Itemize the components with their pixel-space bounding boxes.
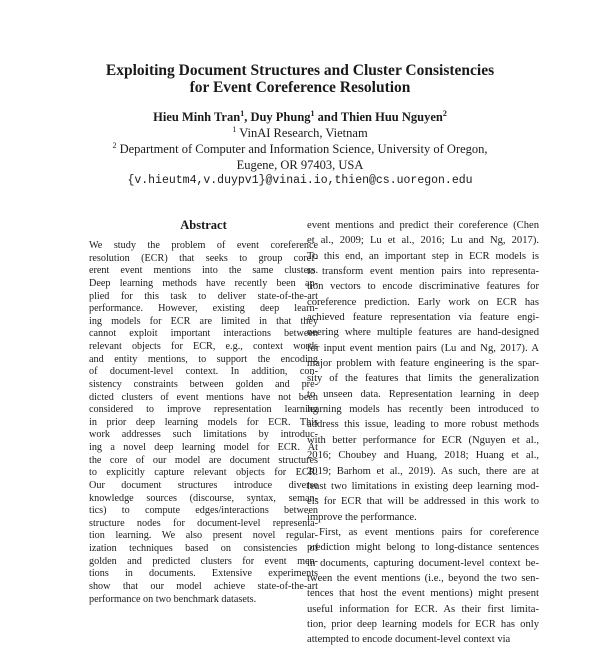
body-text-line: with better performance for ECR (Nguyen et al., — [307, 434, 539, 446]
abstract-line: structure nodes for document-level representa- — [89, 517, 318, 529]
author-name: Hieu Minh Tran — [153, 110, 241, 124]
body-text-line: to transform event mention pairs into representa- — [307, 266, 539, 278]
body-text-line: sity of the features that limits the generalization — [307, 373, 539, 385]
abstract-line: the core of our model are document structures — [89, 454, 318, 466]
abstract-line: resolution (ECR) that seeks to group coref- — [89, 252, 318, 264]
abstract-line: tion learning. We also present novel regular- — [89, 530, 318, 542]
abstract-body — [89, 240, 318, 606]
abstract-line: to explicitly capture relevant objects for ECR. — [89, 467, 318, 479]
abstract-line: Our document structures introduce diverse — [89, 479, 318, 491]
abstract-line: in prior deep learning models for ECR. This — [89, 416, 318, 428]
body-text-line: First, as event mentions pairs for coreference — [319, 526, 539, 538]
body-text-line: tion vectors to encode discriminative features for — [307, 281, 539, 293]
abstract-line: Deep learning methods have recently been ap- — [89, 277, 318, 289]
abstract-line: tics) to compute edges/interactions between — [89, 505, 318, 517]
introduction-body — [307, 218, 539, 648]
abstract-line: performance. However, existing deep learn- — [89, 303, 318, 315]
body-text-line: for input event mention pairs (Lu and Ng, 2017). A — [307, 342, 539, 354]
body-text-line: to unseen data. Representation learning in deep — [307, 388, 539, 400]
body-text-line: in documents, capturing document-level context be- — [307, 557, 539, 569]
body-text-line: 2019; Barhom et al., 2019). As such, there are at — [307, 465, 539, 477]
abstract-line: work addresses such limitations by introduc- — [89, 429, 318, 441]
abstract-line: knowledge sources (discourse, syntax, seman- — [89, 492, 318, 504]
affiliation-mark: 2 — [112, 140, 117, 150]
abstract-line: show that our model achieve state-of-the-art — [89, 580, 318, 592]
body-text-line: et al., 2009; Lu et al., 2016; Lu and Ng, 2017). — [307, 235, 539, 247]
abstract-line: relevant objects for ECR, e.g., context words — [89, 341, 318, 352]
body-text-line: neering where multiple features are hand-designed — [307, 327, 539, 339]
body-text-line: tences that host the event mentions) might present — [307, 588, 539, 600]
body-text-line: tion, prior deep learning models for ECR has only — [307, 618, 539, 630]
author-affiliation-mark: 2 — [442, 108, 447, 118]
affiliation-mark: 1 — [232, 124, 237, 134]
abstract-line: ization techniques based on consistencies of — [89, 543, 318, 554]
affiliation-1 — [60, 125, 540, 141]
abstract-line: ing models for ECR are limited in that they — [89, 315, 318, 327]
author-affiliation-mark: 1 — [240, 108, 245, 118]
paper-title-line-1: Exploiting Document Structures and Cluster Consistencies — [105, 62, 495, 79]
body-text-line: address this issue, leading to more robust methods — [307, 419, 539, 431]
abstract-line: performance on two benchmark datasets. — [89, 593, 257, 605]
paper-title-line-2: for Event Coreference Resolution — [189, 79, 411, 96]
abstract-line: We study the problem of event coreference — [89, 240, 318, 251]
body-text-line: useful information for ECR. As their first limita- — [307, 603, 539, 615]
body-text-line: coreference prediction. Early work on ECR has — [307, 296, 539, 308]
body-text-line: To this end, an important step in ECR models is — [307, 250, 539, 262]
abstract-line: of document-level context. In addition, con- — [89, 366, 318, 378]
body-text-line: prediction might belong to long-distance sentences — [307, 542, 539, 554]
author-list — [60, 109, 540, 125]
abstract-line: and entity mentions, to support the encoding — [89, 353, 318, 365]
abstract-line: considered to improve representation learning — [89, 404, 318, 416]
abstract-line: cannot exploit important interactions between — [89, 328, 318, 340]
body-text-line: attempted to encode document-level context via — [307, 634, 511, 646]
body-text-line: els for ECR that will be addressed in this work to — [307, 496, 539, 508]
body-text-line: event mentions and predict their coreference (Chen — [307, 220, 539, 231]
body-text-line: 2016; Choubey and Huang, 2018; Huang et al., — [307, 450, 539, 462]
affiliation-address: Eugene, OR 97403, USA — [236, 158, 364, 172]
author-name: Duy Phung — [250, 110, 311, 124]
body-text-line: tween the event mentions (i.e., beyond the two sen- — [307, 572, 539, 584]
body-text-line: improve the performance. — [307, 511, 417, 523]
author-emails: {v.hieutm4,v.duypv1}@vinai.io,thien@cs.uoregon.edu — [127, 174, 473, 187]
affiliation-2 — [60, 141, 540, 157]
body-text-line: major problem with feature engineering is the spar- — [307, 358, 539, 370]
author-conjunction: and — [314, 110, 341, 124]
body-text-line: achieved feature representation via feature engi- — [307, 312, 539, 324]
abstract-line: erent event mentions into the same clusters. — [89, 265, 318, 277]
abstract-heading: Abstract — [180, 218, 227, 232]
abstract-line: tions in documents. Extensive experiments — [89, 568, 318, 580]
body-text-line: least two limitations in existing deep learning mod- — [307, 480, 539, 492]
author-name: Thien Huu Nguyen — [340, 110, 443, 124]
affiliation-text: VinAI Research, Vietnam — [236, 126, 368, 140]
abstract-line: ing a novel deep learning model for ECR. At — [89, 442, 318, 453]
abstract-line: dicted clusters of event mentions have not been — [89, 391, 318, 403]
author-separator: , — [244, 110, 251, 124]
author-affiliation-mark: 1 — [310, 108, 315, 118]
abstract-line: plied for this task to deliver state-of-the-art — [89, 290, 318, 302]
abstract-line: golden and predicted clusters for event men- — [89, 555, 318, 567]
affiliation-text: Department of Computer and Information Science, University of Oregon, — [116, 142, 488, 156]
abstract-line: sistency constraints between golden and pre- — [89, 378, 318, 390]
body-text-line: learning models has recently been introduced to — [307, 404, 539, 416]
